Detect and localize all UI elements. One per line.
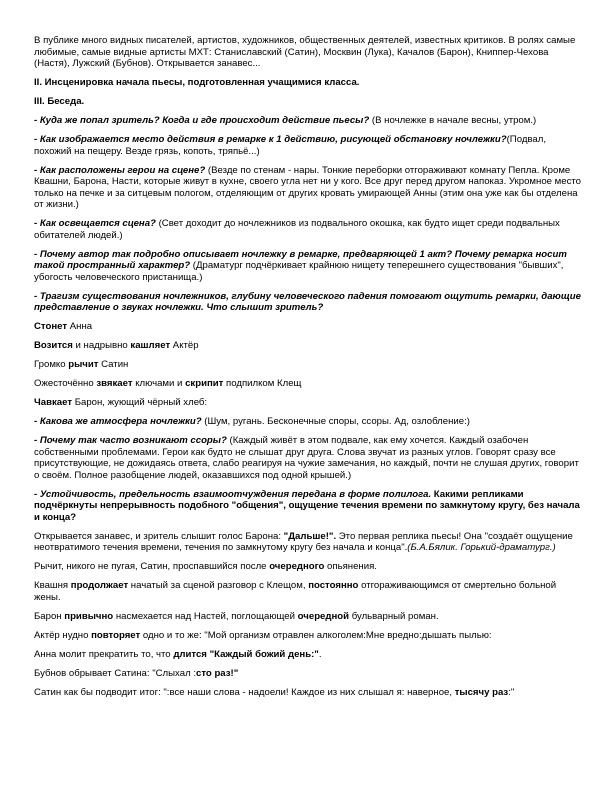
answer-text: (Свет доходит до ночлежников из подвального окошка, как будто ищет среди подвальных обитателей людей.) bbox=[34, 218, 560, 241]
question-text: - Трагизм существования ночлежников, глубину человеческого падения помогают ощутить ремарки, дающие представление о звуках ночлежки. Что слышит зритель? bbox=[34, 290, 582, 313]
sound-subject: подпилком Клещ bbox=[223, 378, 302, 389]
body-text: Сатин как бы подводит итог: ":все наши слова - надоели! Каждое из них слышал я: наверное, bbox=[34, 686, 455, 698]
body-text: . bbox=[318, 648, 322, 660]
sound-verb: Стонет bbox=[34, 321, 68, 332]
body-text: Рычит, никого не пугая, Сатин, проспавшийся после bbox=[34, 561, 270, 572]
body-text: одно и то же: "Мой организм отравлен алкоголем:Мне вредно:дышать пылью: bbox=[140, 629, 492, 641]
sound-text: и надрывно bbox=[72, 340, 131, 351]
body-text: Бубнов обрывает Сатина: "Слыхал : bbox=[34, 667, 197, 679]
body-text: бульварный роман. bbox=[349, 610, 439, 622]
sound-verb: рычит bbox=[68, 359, 99, 370]
emphasis-text: сто раз!" bbox=[196, 667, 239, 679]
intro-paragraph: В публике много видных писателей, артистов, художников, общественных деятелей, известных критиков. В ролях самые любимые, самые видные артисты МХТ: Станиславский (Сатин), Москвин (Лука), Качалов (Барон), Книппер-Чехова (Настя), Лужский (Бубнов). Открывается занавес... bbox=[34, 35, 576, 69]
emphasis-text: постоянно bbox=[308, 580, 359, 591]
question-1 bbox=[34, 115, 582, 127]
paragraph-6 bbox=[34, 649, 582, 661]
question-text: - Почему автор так подробно описывает ночлежку в ремарке, предваряющей 1 акт? Почему ремарка носит такой пространный характер? bbox=[34, 248, 567, 271]
sound-4 bbox=[34, 378, 582, 390]
question-5 bbox=[34, 249, 582, 284]
sound-1 bbox=[34, 321, 582, 333]
question-text: Какими репликами подчёркнуты непрерывность подобного "общения", ощущение течения времени по замкнутому кругу, без начала и конца? bbox=[34, 488, 580, 523]
sound-subject: Актёр bbox=[170, 340, 199, 351]
body-text: опьянения. bbox=[324, 561, 377, 572]
question-4 bbox=[34, 218, 582, 241]
emphasis-text: повторяет bbox=[91, 629, 141, 641]
sound-verb: кашляет bbox=[130, 340, 171, 351]
body-text: отгораживающимся от смертельно больной жены. bbox=[34, 580, 557, 603]
section-heading-2: II. Инсценировка начала пьесы, подготовленная учащимися класса. bbox=[34, 77, 360, 88]
question-text: - Какова же атмосфера ночлежки? bbox=[34, 416, 202, 427]
sound-subject: Барон, жующий чёрный хлеб: bbox=[72, 397, 208, 408]
body-text: Актёр нудно bbox=[34, 629, 92, 641]
answer-text: (В ночлежке в начале весны, утром.) bbox=[369, 115, 537, 126]
citation-text: (Б.А.Бялик. Горький-драматург.) bbox=[407, 542, 556, 553]
emphasis-text: очередного bbox=[269, 561, 325, 572]
answer-text: (Шум, ругань. Бесконечные споры, ссоры. Ад, озлобление:) bbox=[201, 416, 470, 427]
sound-subject: Сатин bbox=[98, 359, 129, 370]
answer-text: (Драматург подчёркивает крайнюю нищету теперешнего существования "бывших", убогость человеческого пристанища.) bbox=[34, 260, 564, 283]
answer-text: (Подвал, похожий на пещеру. Везде грязь, копоть, тряпьё...) bbox=[34, 134, 547, 157]
question-7 bbox=[34, 416, 582, 428]
body-text: Анна молит прекратить то, что bbox=[34, 648, 174, 660]
question-text: - Как расположены герои на сцене? bbox=[34, 164, 206, 176]
question-3 bbox=[34, 165, 582, 211]
question-2 bbox=[34, 134, 582, 157]
question-9 bbox=[34, 489, 582, 524]
sound-text: Ожесточённо bbox=[34, 378, 97, 389]
sound-3 bbox=[34, 359, 582, 371]
paragraph-2 bbox=[34, 561, 582, 573]
answer-text: (Каждый живёт в этом подвале, как ему хочется. Каждый озабочен собственными проблемами. Герои как будто не слышат друг друга. Слова звучат из разных углов. Говорят сразу все присутствующие, не дожидаясь ответа, слабо реагируя на чужие замечания, но каждый, почти не слушая других, говорит о своём. Полное разобщение людей, оказавшихся под одной крышей.) bbox=[34, 435, 579, 481]
emphasis-text: привычно bbox=[64, 610, 114, 622]
question-text: - Куда же попал зритель? Когда и где происходит действие пьесы? bbox=[34, 115, 370, 126]
paragraph-3 bbox=[34, 580, 582, 603]
question-text: - Как изображается место действия в ремарке к 1 действию, рисующей обстановку ночлежки? bbox=[34, 134, 507, 145]
paragraph-5 bbox=[34, 630, 582, 642]
body-text: Это первая реплика пьесы! Она "создаёт ощущение неотвратимого течения времени, течения по замкнутому кругу без начала и конца". bbox=[34, 530, 573, 553]
emphasis-text: "Дальше!". bbox=[283, 530, 337, 542]
emphasis-text: длится "Каждый божий день:" bbox=[173, 648, 319, 660]
question-8 bbox=[34, 435, 582, 481]
sound-verb: Чавкает bbox=[34, 397, 73, 408]
document-page bbox=[34, 35, 582, 706]
sound-text: Громко bbox=[34, 359, 69, 370]
question-text: - Устойчивость, предельность взаимоотчуждения передана в форме полилога. bbox=[34, 488, 434, 500]
answer-text: (Везде по стенам - нары. Тонкие переборки отгораживают комнату Пепла. Кроме Квашни, Барона, Насти, которые живут в кухне, своего угла нет ни у кого. Все друг перед другом напоказ. Укромное место только на печке и за ситцевым пологом, отделяющим от других кровать умирающей Анны (этим она уже как бы отделена от жизни.) bbox=[34, 164, 582, 210]
sound-2 bbox=[34, 340, 582, 352]
paragraph-8 bbox=[34, 687, 582, 699]
sound-text: ключами и bbox=[132, 378, 186, 389]
body-text: Квашня bbox=[34, 580, 71, 591]
emphasis-text: тысячу раз bbox=[454, 686, 509, 698]
question-6 bbox=[34, 291, 582, 314]
question-text: - Как освещается сцена? bbox=[34, 218, 156, 229]
body-text: :" bbox=[508, 686, 515, 698]
sound-5 bbox=[34, 397, 582, 409]
sound-verb: скрипит bbox=[185, 378, 224, 389]
section-heading-3: III. Беседа. bbox=[34, 96, 85, 107]
body-text: Барон bbox=[34, 610, 65, 622]
sound-verb: Возится bbox=[34, 340, 73, 351]
paragraph-4 bbox=[34, 611, 582, 623]
body-text: начатый за сценой разговор с Клещом, bbox=[128, 580, 309, 591]
paragraph-1 bbox=[34, 531, 582, 554]
paragraph-7 bbox=[34, 668, 582, 680]
question-text: - Почему так часто возникают ссоры? bbox=[34, 435, 227, 446]
sound-verb: звякает bbox=[96, 378, 133, 389]
emphasis-text: очередной bbox=[297, 610, 350, 622]
emphasis-text: продолжает bbox=[70, 580, 129, 591]
body-text: насмехается над Настей, поглощающей bbox=[113, 610, 298, 622]
sound-subject: Анна bbox=[67, 321, 93, 332]
body-text: Открывается занавес, и зритель слышит голос Барона: bbox=[34, 530, 284, 542]
